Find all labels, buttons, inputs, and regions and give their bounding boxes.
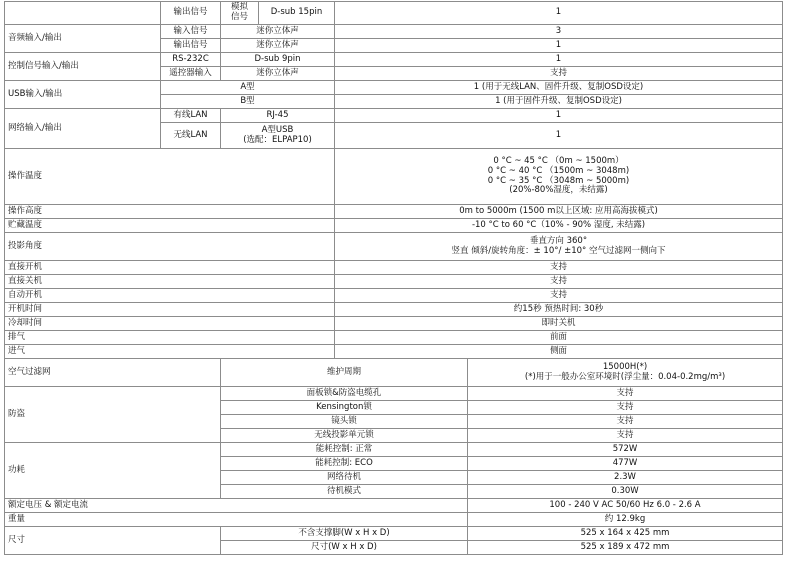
table-cell: 功耗 — [5, 443, 221, 499]
table-cell: 直接开机 — [5, 261, 335, 275]
table-cell: 贮藏温度 — [5, 219, 335, 233]
table-row — [5, 359, 783, 387]
table-cell: 开机时间 — [5, 303, 335, 317]
table-row — [5, 499, 783, 513]
table-cell: 输出信号 — [161, 39, 221, 53]
table-cell: 待机模式 — [221, 485, 468, 499]
table-cell: D-sub 15pin — [259, 2, 335, 25]
table-cell: 能耗控制: ECO — [221, 457, 468, 471]
table-row — [5, 109, 783, 123]
table-cell: A型 — [161, 81, 335, 95]
table-row — [5, 261, 783, 275]
table-cell: 支持 — [335, 275, 783, 289]
table-cell: 525 x 164 x 425 mm — [468, 527, 783, 541]
spec-table — [4, 1, 783, 555]
table-cell: 迷你立体声 — [221, 39, 335, 53]
table-row — [5, 289, 783, 303]
table-row — [5, 317, 783, 331]
table-cell: 空气过滤网 — [5, 359, 221, 387]
table-cell: RJ-45 — [221, 109, 335, 123]
table-cell: 1 — [335, 123, 783, 149]
table-cell: 约15秒 预热时间: 30秒 — [335, 303, 783, 317]
table-cell: 操作温度 — [5, 149, 335, 205]
table-cell: 支持 — [335, 261, 783, 275]
table-cell: 操作高度 — [5, 205, 335, 219]
table-cell: Kensington锁 — [221, 401, 468, 415]
table-cell: 100 - 240 V AC 50/60 Hz 6.0 - 2.6 A — [468, 499, 783, 513]
table-cell: 支持 — [468, 415, 783, 429]
table-cell: 迷你立体声 — [221, 67, 335, 81]
table-cell: 维护周期 — [221, 359, 468, 387]
table-cell: A型USB (选配：ELPAP10) — [221, 123, 335, 149]
table-row — [5, 149, 783, 205]
table-cell: 额定电压 & 额定电流 — [5, 499, 468, 513]
table-row — [5, 233, 783, 261]
table-cell: 支持 — [335, 67, 783, 81]
table-cell: 控制信号输入/输出 — [5, 53, 161, 81]
table-cell: 477W — [468, 457, 783, 471]
spec-table-body — [5, 2, 783, 555]
table-row — [5, 53, 783, 67]
table-cell: 支持 — [468, 429, 783, 443]
table-cell: B型 — [161, 95, 335, 109]
table-row — [5, 205, 783, 219]
table-cell: 网络待机 — [221, 471, 468, 485]
table-cell: 垂直方向 360° 竖直 倾斜/旋转角度：± 10°/ ±10° 空气过滤网一侧向下 — [335, 233, 783, 261]
table-cell: 1 (用于无线LAN、固件升级、复制OSD设定) — [335, 81, 783, 95]
table-cell: 面板锁&防盗电缆孔 — [221, 387, 468, 401]
table-cell: 防盗 — [5, 387, 221, 443]
table-cell: 遥控器输入 — [161, 67, 221, 81]
table-cell: -10 °C to 60 °C（10% - 90% 湿度, 未结露) — [335, 219, 783, 233]
table-cell: 15000H(*) (*)用于一般办公室环境时(浮尘量：0.04-0.2mg/m³) — [468, 359, 783, 387]
table-cell: 1 — [335, 39, 783, 53]
table-cell: 支持 — [468, 387, 783, 401]
table-cell: 尺寸(W x H x D) — [221, 541, 468, 555]
table-row — [5, 527, 783, 541]
table-cell: 直接关机 — [5, 275, 335, 289]
table-cell: 0m to 5000m (1500 m以上区域: 应用高海拔模式) — [335, 205, 783, 219]
table-cell: 2.3W — [468, 471, 783, 485]
table-cell: 投影角度 — [5, 233, 335, 261]
table-cell: 模拟 信号 — [221, 2, 259, 25]
table-row — [5, 345, 783, 359]
table-cell: 0 °C ~ 45 °C （0m ~ 1500m） 0 °C ~ 40 °C （1500m ~ 3048m) 0 °C ~ 35 °C （3048m ~ 5000m) (20%-80%湿度，未结露) — [335, 149, 783, 205]
table-cell: 525 x 189 x 472 mm — [468, 541, 783, 555]
table-cell: 有线LAN — [161, 109, 221, 123]
table-cell: 重量 — [5, 513, 468, 527]
table-cell: D-sub 9pin — [221, 53, 335, 67]
table-cell: 自动开机 — [5, 289, 335, 303]
table-cell: 侧面 — [335, 345, 783, 359]
table-cell: 0.30W — [468, 485, 783, 499]
table-cell: 迷你立体声 — [221, 25, 335, 39]
table-cell: 1 — [335, 109, 783, 123]
table-cell: 尺寸 — [5, 527, 221, 555]
table-cell: 1 — [335, 2, 783, 25]
table-cell: 输入信号 — [161, 25, 221, 39]
table-row — [5, 219, 783, 233]
table-row — [5, 387, 783, 401]
table-cell: 网络输入/输出 — [5, 109, 161, 149]
table-cell: 572W — [468, 443, 783, 457]
table-cell: 无线投影单元锁 — [221, 429, 468, 443]
table-cell: 能耗控制: 正常 — [221, 443, 468, 457]
table-cell: RS-232C — [161, 53, 221, 67]
table-cell: 支持 — [335, 289, 783, 303]
table-cell: 音频输入/输出 — [5, 25, 161, 53]
table-cell: 前面 — [335, 331, 783, 345]
table-row — [5, 513, 783, 527]
table-cell: 约 12.9kg — [468, 513, 783, 527]
table-row — [5, 331, 783, 345]
table-cell: USB输入/输出 — [5, 81, 161, 109]
table-cell: 进气 — [5, 345, 335, 359]
table-cell: 1 (用于固件升级、复制OSD设定) — [335, 95, 783, 109]
table-row — [5, 81, 783, 95]
table-cell: 支持 — [468, 401, 783, 415]
table-cell: 3 — [335, 25, 783, 39]
table-cell: 镜头锁 — [221, 415, 468, 429]
table-cell: 无线LAN — [161, 123, 221, 149]
table-cell: 冷却时间 — [5, 317, 335, 331]
table-row — [5, 275, 783, 289]
table-row — [5, 25, 783, 39]
table-cell: 输出信号 — [161, 2, 221, 25]
table-row — [5, 443, 783, 457]
table-cell: 排气 — [5, 331, 335, 345]
table-row — [5, 303, 783, 317]
table-cell — [5, 2, 161, 25]
table-cell: 不含支撑脚(W x H x D) — [221, 527, 468, 541]
table-cell: 1 — [335, 53, 783, 67]
table-row — [5, 2, 783, 25]
table-cell: 即时关机 — [335, 317, 783, 331]
